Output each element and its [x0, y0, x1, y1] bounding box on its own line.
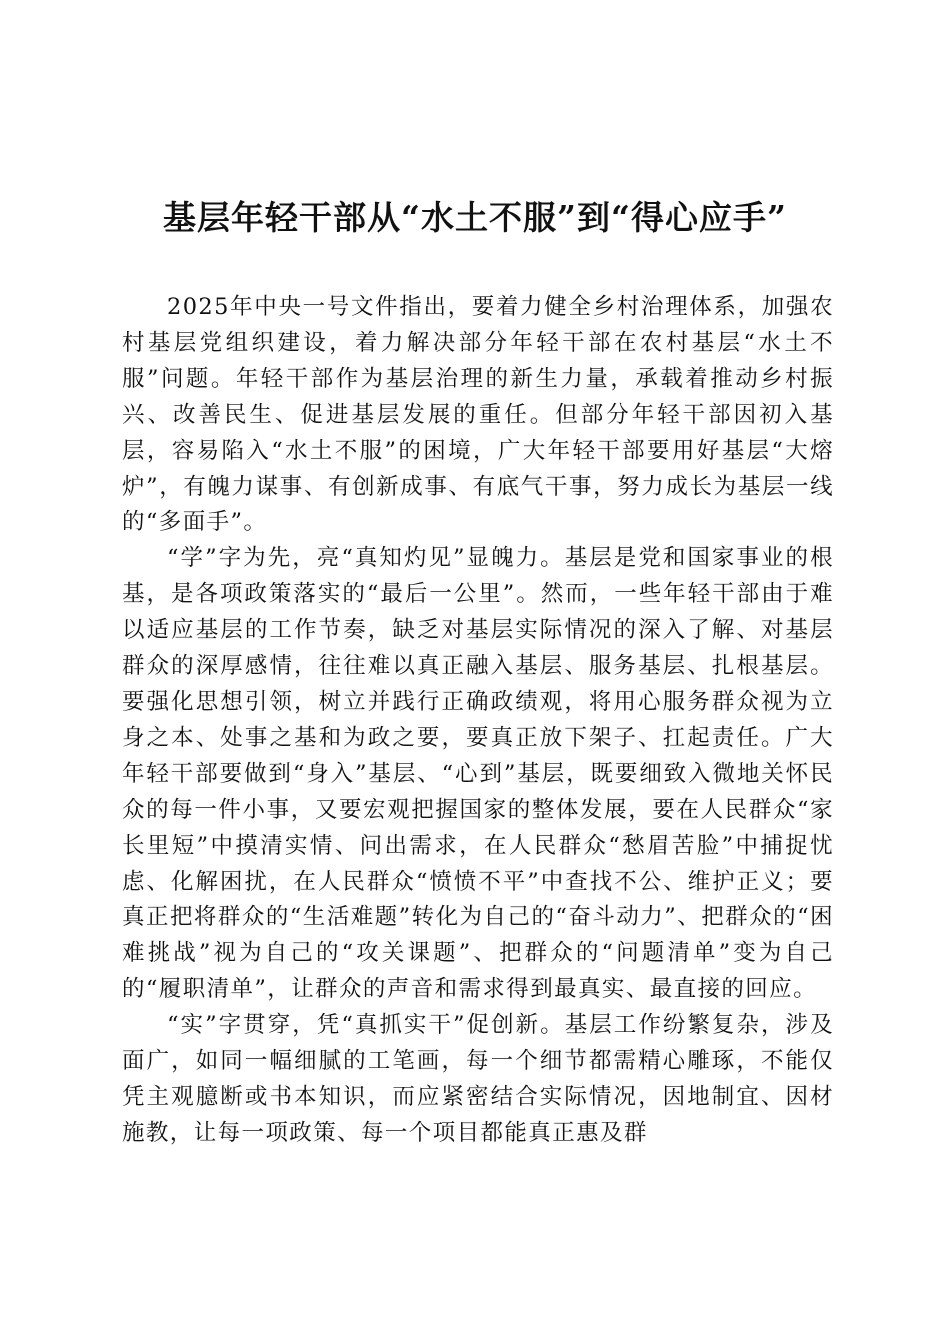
paragraph-practice: “实”字贯穿，凭“真抓实干”促创新。基层工作纷繁复杂，涉及面广，如同一幅细腻的工笔画，每一个细节都需精心雕琢，不能仅凭主观臆断或书本知识，而应紧密结合实际情况，因地制宜、因材施教，让每一项政策、每一个项目都能真正惠及群	[122, 1012, 834, 1146]
paragraph-intro: 2025年中央一号文件指出，要着力健全乡村治理体系，加强农村基层党组织建设，着力解决部分年轻干部在农村基层“水土不服”问题。年轻干部作为基层治理的新生力量，承载着推动乡村振兴、改善民生、促进基层发展的重任。但部分年轻干部因初入基层，容易陷入“水土不服”的困境，广大年轻干部要用好基层“大熔炉”，有魄力谋事、有创新成事、有底气干事，努力成长为基层一线的“多面手”。	[122, 294, 834, 536]
paragraph-learning: “学”字为先，亮“真知灼见”显魄力。基层是党和国家事业的根基，是各项政策落实的“最后一公里”。然而，一些年轻干部由于难以适应基层的工作节奏，缺乏对基层实际情况的深入了解、对基层群众的深厚感情，往往难以真正融入基层、服务基层、扎根基层。要强化思想引领，树立并践行正确政绩观，将用心服务群众视为立身之本、处事之基和为政之要，要真正放下架子、扛起责任。广大年轻干部要做到“身入”基层、“心到”基层，既要细致入微地关怀民众的每一件小事，又要宏观把握国家的整体发展，要在人民群众“家长里短”中摸清实情、问出需求，在人民群众“愁眉苦脸”中捕捉忧虑、化解困扰，在人民群众“愤愤不平”中查找不公、维护正义；要真正把将群众的“生活难题”转化为自己的“奋斗动力”、把群众的“困难挑战”视为自己的“攻关课题”、把群众的“问题清单”变为自己的“履职清单”，让群众的声音和需求得到最真实、最直接的回应。	[122, 545, 834, 1003]
document-body	[122, 290, 834, 1152]
document-title: 基层年轻干部从“水土不服”到“得心应手”	[163, 198, 787, 237]
